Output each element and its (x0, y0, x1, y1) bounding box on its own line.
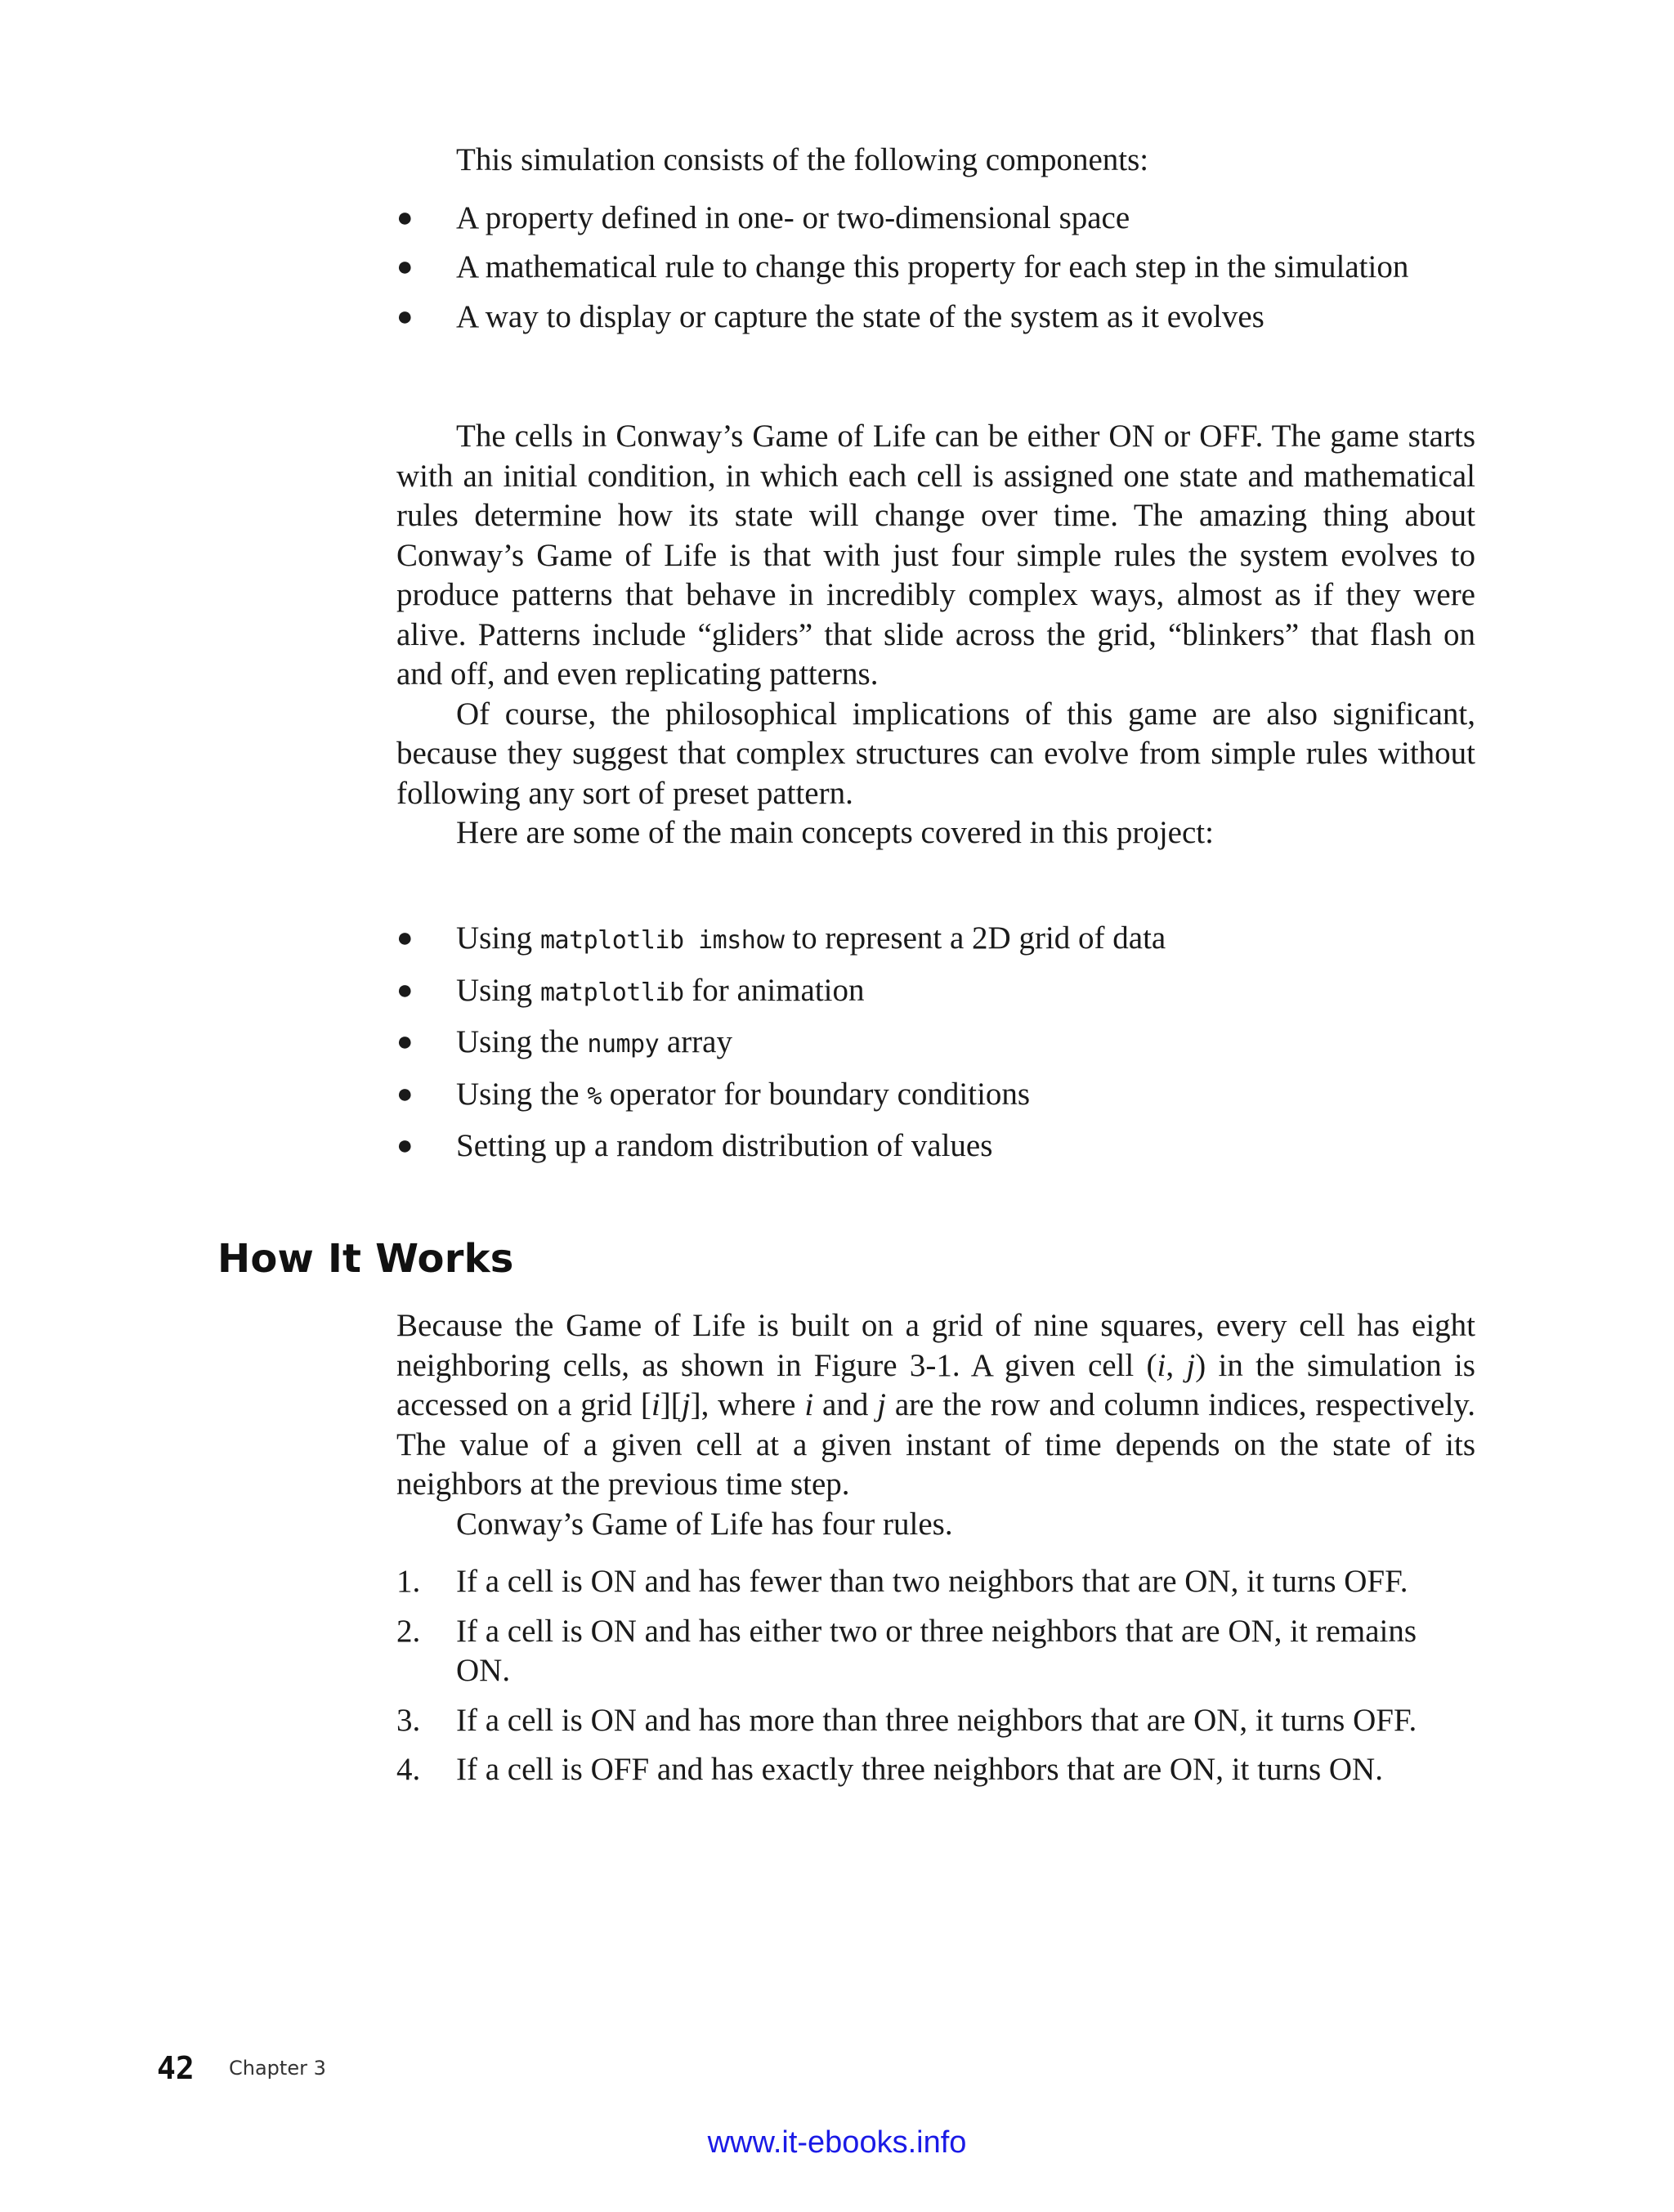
rule-text: If a cell is OFF and has exactly three neighbors that are ON, it turns ON. (456, 1752, 1383, 1787)
list-item (396, 1126, 1470, 1166)
section-paragraph-1 (396, 1306, 1475, 1505)
concept-text: Using the (456, 1076, 588, 1112)
concept-text: Setting up a random distribution of values (456, 1128, 993, 1163)
text-run: ][ (660, 1387, 682, 1422)
inline-code: matplotlib imshow (539, 926, 785, 955)
list-item (396, 1075, 1470, 1117)
component-text: A mathematical rule to change this property for each step in the simulation (456, 249, 1409, 284)
component-text: A property defined in one- or two-dimensional space (456, 199, 1130, 235)
bullet-icon: ● (396, 974, 414, 1005)
section-heading: How It Works (217, 1236, 514, 1282)
component-text: A way to display or capture the state of the system as it evolves (456, 298, 1264, 334)
rule-number: 2. (396, 1613, 421, 1649)
concepts-list (396, 919, 1475, 1166)
list-item (396, 1612, 1470, 1691)
rule-text: If a cell is ON and has fewer than two neighbors that are ON, it turns OFF. (456, 1564, 1408, 1599)
components-list (396, 199, 1475, 338)
text-run: and (813, 1387, 878, 1422)
page-number: 42 (157, 2050, 195, 2086)
text-run: , (1166, 1347, 1187, 1383)
math-var: i (804, 1387, 814, 1422)
math-var: j (1186, 1347, 1196, 1383)
math-var: j (877, 1387, 887, 1422)
text-run: ) in the simulation is accessed on a grid [ (396, 1347, 1475, 1422)
section-body (396, 1306, 1475, 1800)
list-item (396, 1562, 1470, 1602)
chapter-label: Chapter 3 (229, 2057, 326, 2080)
section-paragraph-2: Conway’s Game of Life has four rules. (456, 1506, 953, 1542)
text-run: are the row and column indices, respectively. The value of a given cell at a given instant of time depends on the state of its neighbors at the previous time step. (396, 1387, 1476, 1502)
list-item (396, 248, 1470, 288)
bullet-icon: ● (396, 1131, 414, 1161)
body-block (396, 417, 1475, 853)
rule-number: 4. (396, 1752, 421, 1787)
list-item (396, 1023, 1470, 1065)
list-item (396, 199, 1470, 239)
concept-text: Using (456, 972, 540, 1008)
text-run: Because the Game of Life is built on a grid of nine squares, every cell has eight neighboring cells, as shown in Figure 3-1. A given cell ( (396, 1308, 1475, 1383)
math-var: i (651, 1387, 660, 1422)
intro-block (396, 141, 1475, 347)
text-run: ], where (690, 1387, 805, 1422)
inline-code: numpy (587, 1030, 660, 1059)
bullet-icon: ● (396, 923, 414, 953)
list-item (396, 971, 1470, 1014)
bullet-icon: ● (396, 202, 414, 233)
concept-text: array (659, 1024, 732, 1059)
bullet-icon: ● (396, 1027, 414, 1057)
rule-number: 1. (396, 1564, 421, 1599)
rule-text: If a cell is ON and has more than three neighbors that are ON, it turns OFF. (456, 1702, 1417, 1738)
concepts-block (396, 919, 1475, 1176)
body-paragraph-1: The cells in Conway’s Game of Life can be either ON or OFF. The game starts with an initial condition, in which each cell is assigned one state and mathematical rules determine how its state will change over time. The amazing thing about Conway’s Game of Life is that with just four simple rules the system evolves to produce patterns that behave in incredibly complex ways, almost as if they were alive. Patterns include “gliders” that slide across the grid, “blinkers” that flash on and off, and even replicating patterns. (396, 419, 1475, 692)
rule-number: 3. (396, 1702, 421, 1738)
body-paragraph-2: Of course, the philosophical implications of this game are also significant, because they suggest that complex structures can evolve from simple rules without following any sort of preset pattern. (396, 696, 1475, 811)
list-item (396, 919, 1470, 961)
list-item (396, 1750, 1470, 1790)
concept-text: operator for boundary conditions (601, 1076, 1031, 1112)
math-var: j (681, 1387, 691, 1422)
list-item (396, 298, 1470, 338)
bullet-icon: ● (396, 252, 414, 282)
concept-text: Using the (456, 1024, 588, 1059)
inline-code: % (587, 1081, 602, 1111)
bullet-icon: ● (396, 301, 414, 332)
bullet-icon: ● (396, 1078, 414, 1109)
concept-text: for animation (683, 972, 865, 1008)
inline-code: matplotlib (539, 978, 684, 1007)
watermark-link[interactable]: www.it-ebooks.info (707, 2125, 967, 2160)
math-var: i (1157, 1347, 1166, 1383)
rule-text: If a cell is ON and has either two or three neighbors that are ON, it remains ON. (456, 1613, 1417, 1688)
body-paragraph-3: Here are some of the main concepts covered in this project: (456, 815, 1214, 850)
list-item (396, 1701, 1470, 1741)
concept-text: to represent a 2D grid of data (784, 920, 1166, 956)
intro-lead: This simulation consists of the following components: (456, 142, 1149, 177)
rules-list (396, 1562, 1475, 1790)
concept-text: Using (456, 920, 540, 956)
